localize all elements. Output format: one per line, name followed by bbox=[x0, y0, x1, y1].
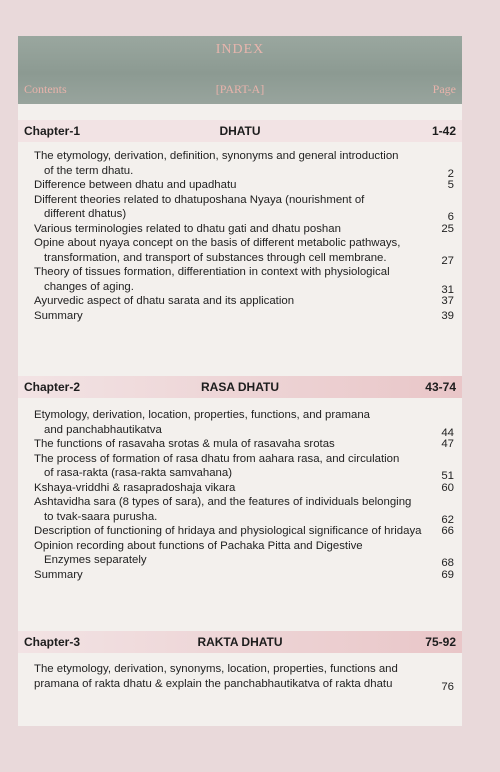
entry-text: Difference between dhatu and upadhatu bbox=[34, 179, 237, 191]
entry-page: 66 bbox=[441, 525, 454, 537]
chapter-2-bar bbox=[18, 376, 462, 398]
entry-text-cont: to tvak-saara purusha. bbox=[44, 510, 158, 523]
entry-text: The etymology, derivation, definition, synonyms and general introduction bbox=[34, 150, 399, 162]
toc-entry bbox=[18, 149, 462, 178]
entry-text: Ashtavidha sara (8 types of sara), and the features of individuals belonging bbox=[34, 496, 412, 508]
toc-entry bbox=[18, 495, 462, 524]
chapter-3-bar bbox=[18, 631, 462, 653]
chapter-label: Chapter-1 bbox=[24, 124, 81, 138]
index-header bbox=[18, 36, 462, 104]
chapter-page-range: 43-74 bbox=[425, 380, 456, 394]
toc-entry bbox=[18, 236, 462, 265]
entry-text: Opinion recording about functions of Pachaka Pitta and Digestive bbox=[34, 539, 363, 552]
chapter-page-range: 75-92 bbox=[425, 635, 456, 649]
entry-text: Opine about nyaya concept on the basis of different metabolic pathways, bbox=[34, 237, 401, 249]
entry-page: 69 bbox=[441, 568, 454, 581]
entry-text: Different theories related to dhatuposhana Nyaya (nourishment of bbox=[34, 193, 365, 206]
entry-text: Theory of tissues formation, differentiation in context with physiological bbox=[34, 266, 390, 278]
contents-column-label: Contents bbox=[24, 82, 67, 96]
toc-entry bbox=[18, 524, 462, 539]
toc-entry bbox=[18, 662, 462, 691]
entry-text-cont: and panchabhautikatva bbox=[44, 423, 162, 436]
chapter-3-entries bbox=[18, 662, 462, 691]
chapter-title: DHATU bbox=[219, 124, 261, 138]
entry-text-cont: changes of aging. bbox=[44, 280, 134, 293]
entry-text: Summary bbox=[34, 309, 83, 322]
chapter-1-bar bbox=[18, 120, 462, 142]
entry-page: 39 bbox=[441, 309, 454, 322]
entry-text-cont: of the term dhatu. bbox=[44, 164, 134, 177]
toc-entry bbox=[18, 178, 462, 193]
toc-entry bbox=[18, 265, 462, 294]
toc-entry bbox=[18, 408, 462, 437]
toc-entry bbox=[18, 452, 462, 481]
page-column-label: Page bbox=[432, 82, 456, 96]
chapter-2-entries bbox=[18, 408, 462, 582]
chapter-label: Chapter-2 bbox=[24, 380, 81, 394]
entry-page: 5 bbox=[447, 179, 454, 191]
entry-text: Various terminologies related to dhatu gati and dhatu poshan bbox=[34, 222, 341, 235]
entry-page: 31 bbox=[441, 283, 454, 296]
book-page bbox=[18, 36, 462, 726]
entry-text: The functions of rasavaha srotas & mula of rasavaha srotas bbox=[34, 438, 335, 450]
chapter-page-range: 1-42 bbox=[431, 124, 456, 138]
entry-page: 44 bbox=[441, 426, 454, 439]
toc-entry bbox=[18, 309, 462, 324]
part-label: [PART-A] bbox=[215, 82, 265, 96]
toc-entry bbox=[18, 539, 462, 568]
toc-entry bbox=[18, 568, 462, 583]
chapter-1-entries bbox=[18, 149, 462, 323]
entry-text-cont: Enzymes separately bbox=[44, 554, 147, 566]
entry-text: Summary bbox=[34, 568, 83, 581]
entry-page: 68 bbox=[441, 557, 454, 569]
entry-text: The etymology, derivation, synonyms, location, properties, functions and bbox=[34, 663, 398, 675]
toc-entry bbox=[18, 222, 462, 237]
entry-text: Etymology, derivation, location, properties, functions, and pramana bbox=[34, 409, 370, 421]
toc-entry bbox=[18, 481, 462, 496]
entry-text: Description of functioning of hridaya and physiological significance of hridaya bbox=[34, 525, 422, 537]
chapter-title: RASA DHATU bbox=[201, 380, 279, 394]
entry-page: 62 bbox=[441, 513, 454, 526]
entry-text: Kshaya-vriddhi & rasapradoshaja vikara bbox=[34, 481, 236, 494]
entry-page: 27 bbox=[441, 254, 454, 267]
chapter-title: RAKTA DHATU bbox=[197, 635, 283, 649]
entry-page: 51 bbox=[441, 470, 454, 482]
entry-page: 76 bbox=[441, 680, 454, 693]
entry-text-cont: of rasa-rakta (rasa-rakta samvahana) bbox=[44, 467, 233, 479]
entry-text: Ayurvedic aspect of dhatu sarata and its application bbox=[34, 295, 295, 307]
entry-text-cont: pramana of rakta dhatu & explain the panchabhautikatva of rakta dhatu bbox=[34, 677, 393, 690]
entry-page: 2 bbox=[447, 167, 454, 180]
toc-entry bbox=[18, 193, 462, 222]
entry-page: 60 bbox=[441, 481, 454, 494]
entry-text-cont: transformation, and transport of substances through cell membrane. bbox=[44, 251, 387, 264]
toc-entry bbox=[18, 437, 462, 452]
entry-text: The process of formation of rasa dhatu from aahara rasa, and circulation bbox=[34, 452, 400, 465]
entry-text-cont: different dhatus) bbox=[44, 208, 127, 220]
entry-page: 25 bbox=[441, 222, 454, 235]
entry-page: 37 bbox=[441, 295, 454, 307]
entry-page: 6 bbox=[447, 211, 454, 223]
toc-entry bbox=[18, 294, 462, 309]
chapter-label: Chapter-3 bbox=[24, 635, 81, 649]
entry-page: 47 bbox=[441, 438, 454, 450]
index-title: INDEX bbox=[215, 42, 265, 57]
